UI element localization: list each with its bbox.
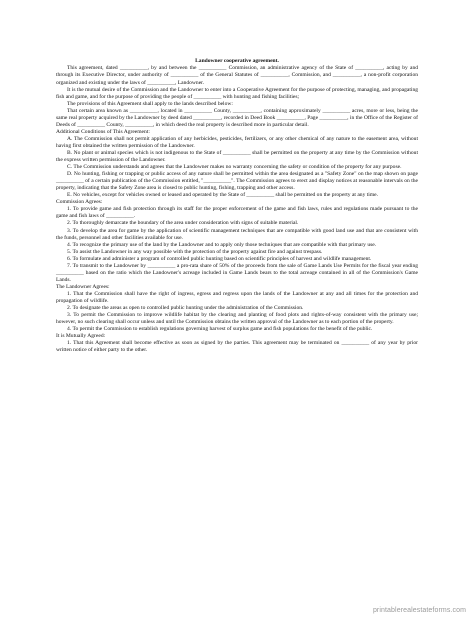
paragraph: 6. To formulate and administer a program of controlled public hunting based on scientific principles of harvest and wildlife management. [67,255,372,262]
paragraph: 2. To thoroughly demarcate the boundary of the area under consideration with signs of suitable material. [67,220,299,227]
section-heading: It is Mutually Agreed: [56,333,106,340]
paragraph: A. The Commission shall not permit application of any herbicides, pesticides, fertilizers, or any other chemical of any nature to the easement area, without having first obtained the written permission of the Landowner. [56,135,418,149]
paragraph: B. No plant or animal species which is not indigenous to the State of __________ shall be permitted on the property at any time by the Commission without the express written permission of the Landowner. [56,150,418,164]
paragraph: It is the mutual desire of the Commission and the Landowner to enter into a Cooperative Agreement for the purpose of protecting, managing, and propagating fish and game, and for the purpose of providing the people of __________ with hunting and fishing facilities; [56,86,418,100]
paragraph: 4. To permit the Commission to establish regulations governing harvest of surplus game and fish populations for the benefit of the public. [67,326,373,333]
paragraph: 7. To transmit to the Landowner by __________ a pro-rata share of 50% of the proceeds from the sale of Game Lands Use Permits for the fiscal year ending __________ based on the ratio which the Landowner's acreage included in Game Lands bears to the total acreage contained in all of the Commission's Game Lands. [56,262,418,283]
section-heading: Commission Agrees: [56,199,103,206]
paragraph: 2. To designate the areas as open to controlled public hunting under the administration of the Commission. [67,305,304,312]
footer-watermark-url: printablerealestateforms.com [372,607,466,614]
paragraph: This agreement, dated __________, by and between the __________ Commission, an administrative agency of the State of __________, acting by and through its Executive Director, under authority of __________ of the General Statutes of __________, Commission, and __________, a non-profit corporation organized and existing under the laws of __________, Landowner. [56,65,418,86]
paragraph: E. No vehicles, except for vehicles owned or leased and operated by the State of __________ shall be permitted on the property at any time. [67,192,378,199]
paragraph: 1. That the Commission shall have the right of ingress, egress and regress upon the lands of the Landowner at any and all times for the protection and propagation of wildlife. [56,290,418,304]
paragraph: That certain area known as __________, located in __________ County, __________, containing approximately __________ acres, more or less, being the same real property acquired by the Landowner by deed dated __________, recorded in Deed Book __________, Page __________, in the Office of the Register of Deeds of __________ County, __________, in which deed the real property is described more in particular detail. [56,107,418,128]
paragraph: 5. To assist the Landowner in any way possible with the protection of the property against fire and against trespass. [67,248,323,255]
paragraph-list [56,65,418,354]
paragraph: 1. To provide game and fish protection through its staff for the proper enforcement of the game and fish laws, rules and regulations made pursuant to the game and fish laws of __________. [56,206,418,220]
paragraph: 4. To recognize the primary use of the land by the Landowner and to apply only those techniques that are compatible with that primary use. [67,241,377,248]
paragraph: 3. To permit the Commission to improve wildlife habitat by the clearing and planting of food plots and rights-of-way consistent with the primary use; however, no such clearing shall occur unless and until the Commission obtains the written approval of the Landowner as to each portion of the property. [56,312,418,326]
paragraph: D. No hunting, fishing or trapping or public access of any nature shall be permitted within the area designated as a "Safety Zone" on the map shown on page __________ of a certain publication of the Commission entitled, "__________". The Commission agrees to erect and display notices at reasonable intervals on the property, indicating that the Safety Zone area is closed to public hunting, fishing, trapping and other access. [56,171,418,192]
agreement-body [56,58,418,354]
paragraph: C. The Commission understands and agrees that the Landowner makes no warranty concerning the safety or condition of the property for any purpose. [67,164,402,171]
section-heading: Additional Conditions of This Agreement: [56,128,150,135]
paragraph: 1. That this Agreement shall become effective as soon as signed by the parties. This agreement may be terminated on __________ of any year by prior written notice of either party to the other. [56,340,418,354]
section-heading: The Landowner Agrees: [56,283,110,290]
paragraph: 3. To develop the area for game by the application of scientific management techniques that are compatible with good land use and that are consistent with the funds, personnel and other facilities available for use. [56,227,418,241]
document-title: Landowner cooperative agreement. [195,58,279,64]
paragraph: The provisions of this Agreement shall apply to the lands described below: [67,100,233,107]
